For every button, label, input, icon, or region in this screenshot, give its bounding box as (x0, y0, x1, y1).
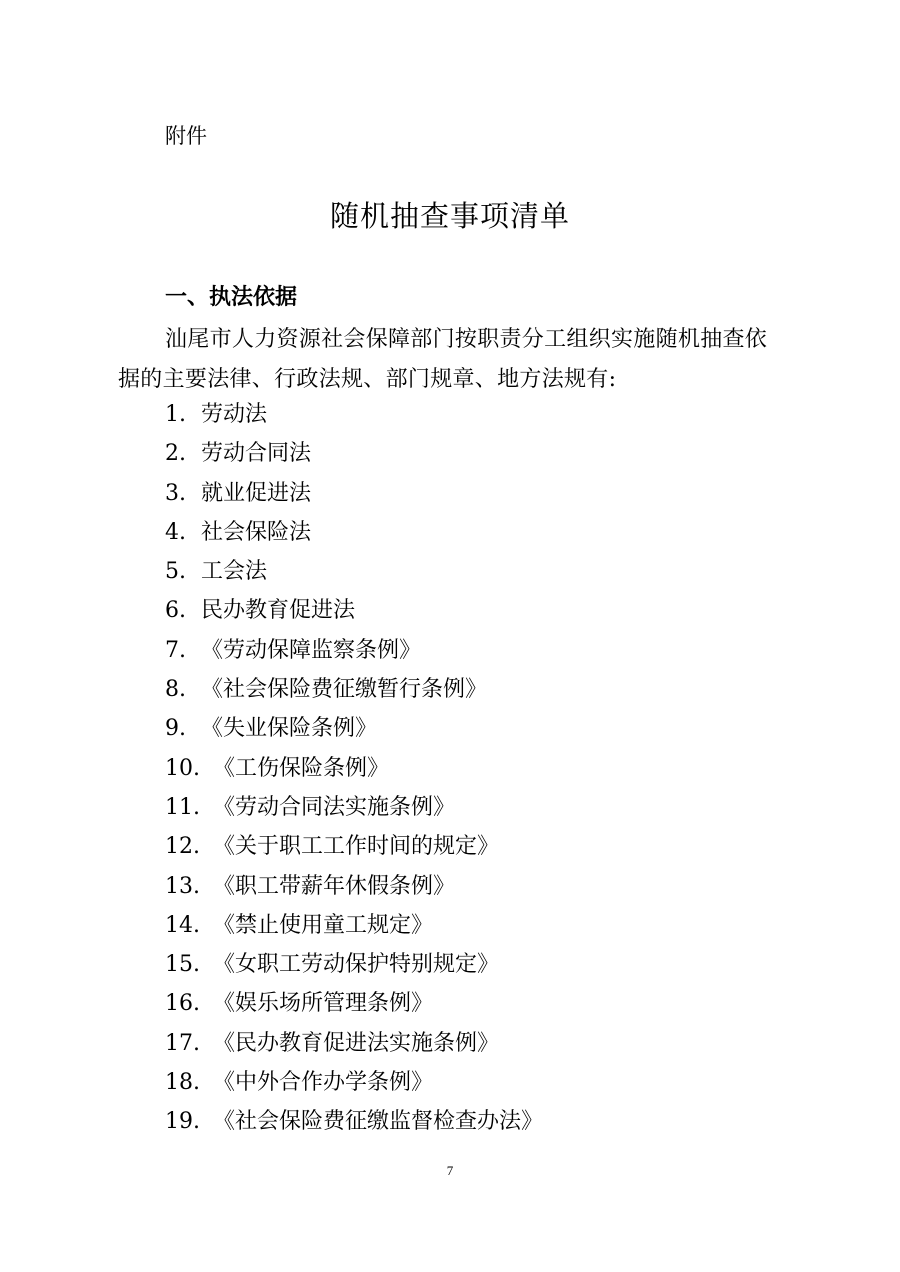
list-item-text: 工会法 (201, 559, 268, 585)
list-item-number: 14. (165, 912, 200, 938)
list-item-number: 15. (165, 952, 200, 978)
list-item (165, 906, 543, 945)
list-item-number: 1. (165, 402, 186, 427)
list-item-number: 9. (165, 716, 186, 742)
list-item-number: 7. (165, 637, 186, 663)
list-item (165, 749, 543, 788)
list-item (165, 1024, 543, 1063)
law-list (165, 395, 543, 1142)
list-item (165, 434, 543, 473)
list-item-number: 16. (165, 991, 200, 1017)
list-item (165, 867, 543, 906)
list-item-text: 《职工带薪年休假条例》 (213, 873, 456, 899)
list-item-number: 11. (165, 794, 200, 820)
list-item (165, 395, 543, 434)
list-item-text: 就业促进法 (201, 480, 312, 506)
list-item-text: 《劳动保障监察条例》 (201, 637, 422, 663)
document-title: 随机抽查事项清单 (329, 199, 570, 233)
list-item-number: 8. (165, 677, 186, 703)
section-heading: 一、执法依据 (165, 285, 298, 310)
list-item (165, 474, 543, 513)
list-item-text: 社会保险法 (201, 519, 312, 545)
list-item (165, 513, 543, 552)
intro-paragraph: 汕尾市人力资源社会保障部门按职责分工组织实施随机抽查依据的主要法律、行政法规、部门规章、地方法规有: (118, 327, 768, 392)
list-item-number: 4. (165, 519, 186, 545)
list-item (165, 788, 543, 827)
list-item-number: 12. (165, 834, 200, 860)
list-item-text: 民办教育促进法 (201, 598, 356, 624)
list-item-number: 19. (165, 1109, 200, 1135)
list-item-number: 3. (165, 480, 186, 506)
list-item-text: 《工伤保险条例》 (213, 755, 390, 781)
list-item (165, 1063, 543, 1102)
list-item-text: 《失业保险条例》 (201, 716, 378, 742)
list-item-text: 《劳动合同法实施条例》 (213, 794, 456, 820)
list-item-text: 《娱乐场所管理条例》 (213, 991, 434, 1017)
list-item-text: 《关于职工工作时间的规定》 (213, 834, 500, 860)
list-item (165, 945, 543, 984)
list-item-number: 10. (165, 755, 200, 781)
list-item (165, 709, 543, 748)
list-item-number: 6. (165, 598, 186, 624)
list-item (165, 591, 543, 630)
list-item-text: 《民办教育促进法实施条例》 (213, 1030, 500, 1056)
list-item-number: 17. (165, 1030, 200, 1056)
list-item (165, 631, 543, 670)
list-item (165, 984, 543, 1023)
list-item-number: 2. (165, 441, 186, 467)
list-item-number: 5. (165, 559, 186, 585)
list-item-text: 《社会保险费征缴暂行条例》 (201, 677, 488, 703)
page-number: 7 (446, 1163, 454, 1178)
list-item (165, 827, 543, 866)
attachment-label: 附件 (165, 124, 207, 148)
list-item (165, 1102, 543, 1141)
list-item-text: 劳动法 (201, 402, 268, 427)
list-item (165, 670, 543, 709)
list-item-text: 《禁止使用童工规定》 (213, 912, 434, 938)
list-item-text: 《中外合作办学条例》 (213, 1070, 434, 1096)
list-item-number: 18. (165, 1070, 200, 1096)
list-item-text: 劳动合同法 (201, 441, 312, 467)
list-item-number: 13. (165, 873, 200, 899)
list-item-text: 《女职工劳动保护特别规定》 (213, 952, 500, 978)
list-item (165, 552, 543, 591)
list-item-text: 《社会保险费征缴监督检查办法》 (213, 1109, 544, 1135)
